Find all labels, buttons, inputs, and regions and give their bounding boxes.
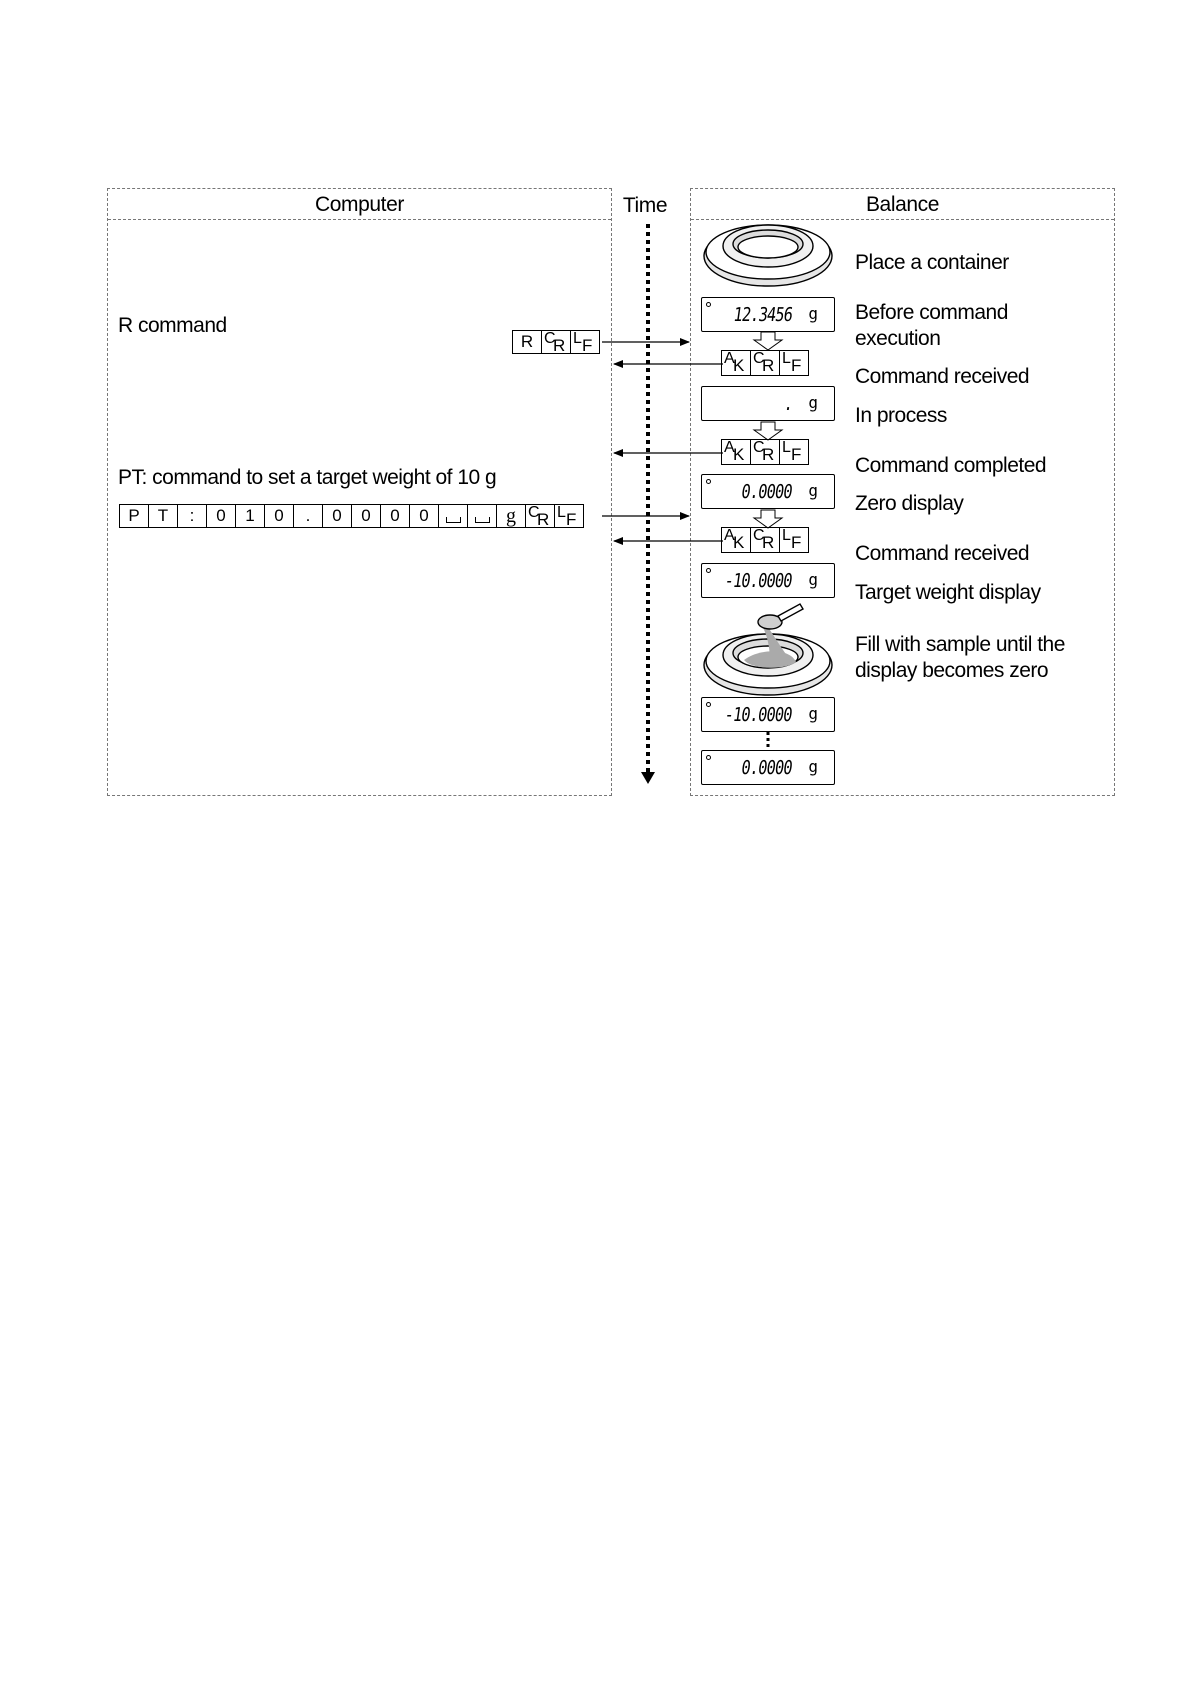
lf-symbol: L F bbox=[554, 504, 584, 528]
r-command-frame bbox=[512, 330, 600, 354]
display-zero: 0.0000 g bbox=[701, 474, 835, 509]
stable-indicator-icon bbox=[706, 702, 711, 707]
step-place-container: Place a container bbox=[855, 251, 1009, 274]
ack-response-2 bbox=[721, 439, 809, 465]
container-on-pan-icon bbox=[704, 225, 832, 286]
pt-char: 0 bbox=[351, 504, 381, 528]
display-fill-end: 0.0000 g bbox=[701, 750, 835, 785]
pt-char: . bbox=[293, 504, 323, 528]
display-fill-start: -10.0000 g bbox=[701, 697, 835, 732]
pt-command-label: PT: command to set a target weight of 10 g bbox=[118, 466, 497, 489]
step-target-weight-display: Target weight display bbox=[855, 581, 1041, 604]
step-fill-sample-line1: Fill with sample until the bbox=[855, 633, 1065, 656]
step-before-command-line1: Before command bbox=[855, 301, 1008, 324]
lf-symbol: L F bbox=[779, 350, 809, 376]
pt-char: g bbox=[496, 504, 526, 528]
cr-symbol: C R bbox=[541, 330, 571, 354]
display-target-weight: -10.0000 g bbox=[701, 563, 835, 598]
pt-char: 0 bbox=[409, 504, 439, 528]
time-axis-arrowhead bbox=[641, 772, 655, 784]
balance-header: Balance bbox=[691, 189, 1114, 220]
ack-response-3 bbox=[721, 527, 809, 553]
cr-symbol: C R bbox=[750, 439, 780, 465]
stable-indicator-icon bbox=[706, 755, 711, 760]
lf-symbol: L F bbox=[779, 439, 809, 465]
cr-symbol: C R bbox=[750, 350, 780, 376]
stable-indicator-icon bbox=[706, 568, 711, 573]
ak-symbol: A K bbox=[721, 439, 751, 465]
step-command-received-1: Command received bbox=[855, 365, 1030, 388]
pt-char: P bbox=[119, 504, 149, 528]
step-command-completed: Command completed bbox=[855, 454, 1047, 477]
computer-header: Computer bbox=[108, 189, 611, 220]
space-symbol bbox=[467, 504, 497, 528]
ak-symbol: A K bbox=[721, 350, 751, 376]
pt-command-frame bbox=[119, 504, 584, 528]
ak-symbol: A K bbox=[721, 527, 751, 553]
pt-char: 0 bbox=[206, 504, 236, 528]
down-arrow-2 bbox=[754, 422, 782, 440]
pt-char: 1 bbox=[235, 504, 265, 528]
ack-response-1 bbox=[721, 350, 809, 376]
pt-char: 0 bbox=[264, 504, 294, 528]
time-header: Time bbox=[622, 194, 668, 217]
lf-symbol: L F bbox=[779, 527, 809, 553]
down-arrow-1 bbox=[754, 332, 782, 350]
step-zero-display: Zero display bbox=[855, 492, 964, 515]
cr-symbol: C R bbox=[750, 527, 780, 553]
step-in-process: In process bbox=[855, 404, 947, 427]
sample-filling-icon bbox=[704, 604, 832, 695]
step-fill-sample-line2: display becomes zero bbox=[855, 659, 1049, 682]
r-command-char: R bbox=[512, 330, 542, 354]
pt-char: 0 bbox=[322, 504, 352, 528]
space-symbol bbox=[438, 504, 468, 528]
pt-char: : bbox=[177, 504, 207, 528]
pt-char: T bbox=[148, 504, 178, 528]
cr-symbol: C R bbox=[525, 504, 555, 528]
display-before-command: 12.3456 g bbox=[701, 297, 835, 332]
r-command-label: R command bbox=[118, 314, 227, 337]
stable-indicator-icon bbox=[706, 302, 711, 307]
lf-symbol: L F bbox=[570, 330, 600, 354]
step-before-command-line2: execution bbox=[855, 327, 941, 350]
step-command-received-2: Command received bbox=[855, 542, 1030, 565]
stable-indicator-icon bbox=[706, 479, 711, 484]
pt-char: 0 bbox=[380, 504, 410, 528]
display-in-process: . g bbox=[701, 386, 835, 421]
down-arrow-3 bbox=[754, 510, 782, 528]
